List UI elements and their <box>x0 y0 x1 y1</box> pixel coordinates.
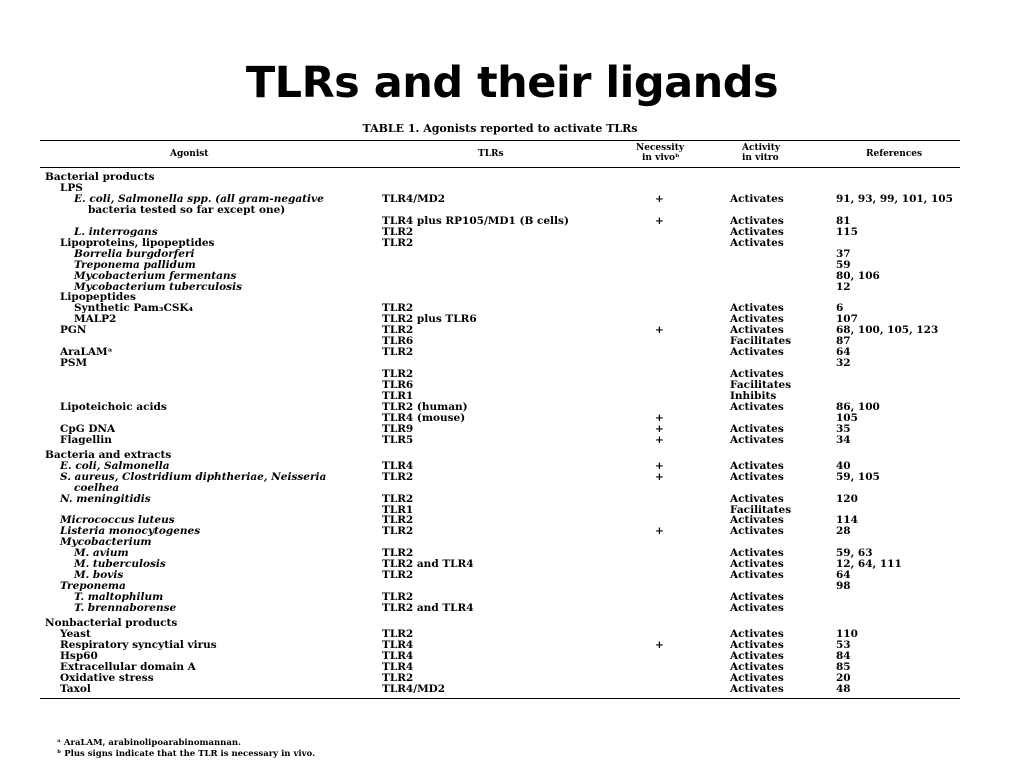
cell-activity: Activates <box>730 459 784 472</box>
cell-tlr: TLR2 <box>382 671 414 684</box>
cell-agonist: S. aureus, Clostridium diphtheriae, Neisseria <box>60 470 327 483</box>
cell-activity: Activates <box>730 214 784 227</box>
cell-tlr: TLR2 <box>382 547 414 560</box>
cell-references: 12, 64, 111 <box>836 558 902 571</box>
cell-tlr: TLR2 <box>382 492 414 505</box>
cell-tlr: TLR2 <box>382 324 414 337</box>
cell-agonist: Respiratory syncytial virus <box>60 638 217 651</box>
cell-tlr: TLR4 <box>382 459 414 472</box>
cell-activity: Activates <box>730 682 784 695</box>
cell-tlr: TLR4 (mouse) <box>382 411 466 424</box>
cell-agonist: PSM <box>60 357 88 370</box>
cell-necessity: + <box>655 192 664 205</box>
cell-references: 37 <box>836 247 851 260</box>
cell-necessity: + <box>655 324 664 337</box>
cell-agonist: E. coli, Salmonella <box>60 459 170 472</box>
cell-tlr: TLR2 <box>382 368 414 381</box>
cell-agonist: Listeria monocytogenes <box>60 525 201 538</box>
cell-tlr: TLR5 <box>382 433 414 446</box>
cell-tlr: TLR2 <box>382 302 414 315</box>
cell-necessity: + <box>655 214 664 227</box>
header-necessity-2: in vivoᵇ <box>642 153 680 163</box>
cell-tlr: TLR1 <box>382 503 414 516</box>
cell-tlr: TLR2 <box>382 225 414 238</box>
cell-tlr: TLR6 <box>382 335 414 348</box>
cell-activity: Activates <box>730 627 784 640</box>
cell-activity: Activates <box>730 569 784 582</box>
table-header-rule <box>40 167 960 168</box>
cell-agonist: bacteria tested so far except one) <box>88 203 286 216</box>
header-agonist: Agonist <box>170 149 209 159</box>
cell-agonist: Yeast <box>60 627 91 640</box>
cell-tlr: TLR4 plus RP105/MD1 (B cells) <box>382 214 569 227</box>
cell-agonist: LPS <box>60 181 83 194</box>
cell-references: 6 <box>836 302 844 315</box>
cell-references: 12 <box>836 280 851 293</box>
table-row <box>0 684 1000 695</box>
cell-activity: Activates <box>730 400 784 413</box>
cell-tlr: TLR4 <box>382 660 414 673</box>
cell-activity: Activates <box>730 313 784 326</box>
cell-activity: Facilitates <box>730 335 792 348</box>
cell-necessity: + <box>655 525 664 538</box>
cell-agonist: Mycobacterium <box>60 536 152 549</box>
cell-agonist: Flagellin <box>60 433 112 446</box>
table-caption: TABLE 1. Agonists reported to activate TLRs <box>362 122 638 135</box>
cell-references: 91, 93, 99, 101, 105 <box>836 192 953 205</box>
table-row <box>0 358 1000 369</box>
table-row <box>0 483 1000 494</box>
cell-tlr: TLR4/MD2 <box>382 682 446 695</box>
table-row <box>0 282 1000 293</box>
cell-agonist: CpG DNA <box>60 422 116 435</box>
table-row <box>0 369 1000 380</box>
cell-activity: Activates <box>730 368 784 381</box>
cell-activity: Activates <box>730 591 784 604</box>
cell-agonist: PGN <box>60 324 87 337</box>
table-row <box>0 249 1000 260</box>
table-row <box>0 172 1000 183</box>
cell-agonist: Hsp60 <box>60 649 98 662</box>
cell-activity: Activates <box>730 470 784 483</box>
cell-agonist: Borrelia burgdorferi <box>74 247 195 260</box>
cell-agonist: Lipoproteins, lipopeptides <box>60 236 215 249</box>
cell-agonist: E. coli, Salmonella spp. (all gram-negative <box>74 192 324 205</box>
cell-agonist: M. bovis <box>74 569 124 582</box>
cell-activity: Activates <box>730 236 784 249</box>
cell-agonist: L. interrogans <box>74 225 158 238</box>
cell-references: 81 <box>836 214 851 227</box>
cell-references: 40 <box>836 459 851 472</box>
table-bottom-rule <box>40 698 960 699</box>
table-top-rule <box>40 140 960 141</box>
cell-references: 115 <box>836 225 858 238</box>
cell-activity: Activates <box>730 192 784 205</box>
cell-activity: Facilitates <box>730 379 792 392</box>
footnote-b: ᵇ Plus signs indicate that the TLR is necessary in vivo. <box>57 749 316 759</box>
cell-agonist: Lipopeptides <box>60 291 136 304</box>
cell-tlr: TLR2 <box>382 514 414 527</box>
cell-agonist: Extracellular domain A <box>60 660 196 673</box>
cell-activity: Activates <box>730 422 784 435</box>
cell-agonist: coelhea <box>74 481 120 494</box>
header-tlrs: TLRs <box>478 149 504 159</box>
cell-activity: Activates <box>730 346 784 359</box>
cell-references: 85 <box>836 660 851 673</box>
cell-references: 53 <box>836 638 851 651</box>
table-row <box>0 494 1000 505</box>
cell-references: 110 <box>836 627 858 640</box>
cell-references: 98 <box>836 580 851 593</box>
cell-tlr: TLR2 <box>382 627 414 640</box>
cell-activity: Activates <box>730 671 784 684</box>
table-row <box>0 380 1000 391</box>
cell-references: 59, 63 <box>836 547 873 560</box>
cell-agonist: Nonbacterial products <box>45 617 178 629</box>
cell-tlr: TLR2 <box>382 470 414 483</box>
cell-references: 34 <box>836 433 851 446</box>
cell-agonist: M. avium <box>74 547 129 560</box>
cell-references: 80, 106 <box>836 269 880 282</box>
cell-tlr: TLR2 and TLR4 <box>382 602 474 615</box>
cell-agonist: Taxol <box>60 682 91 695</box>
cell-activity: Activates <box>730 558 784 571</box>
cell-agonist: T. brennaborense <box>74 602 177 615</box>
cell-references: 84 <box>836 649 851 662</box>
cell-agonist: Treponema <box>60 580 126 593</box>
cell-tlr: TLR2 <box>382 346 414 359</box>
cell-references: 28 <box>836 525 851 538</box>
cell-necessity: + <box>655 459 664 472</box>
header-activity-2: in vitro <box>742 153 779 163</box>
footnote-a: ᵃ AraLAM, arabinolipoarabinomannan. <box>57 738 242 748</box>
cell-tlr: TLR1 <box>382 390 414 402</box>
header-references: References <box>866 149 923 159</box>
cell-activity: Activates <box>730 225 784 238</box>
cell-references: 35 <box>836 422 851 435</box>
cell-activity: Activates <box>730 525 784 538</box>
cell-references: 68, 100, 105, 123 <box>836 324 939 337</box>
cell-tlr: TLR4/MD2 <box>382 192 446 205</box>
table-row <box>0 271 1000 282</box>
cell-agonist: AraLAMᵃ <box>60 346 113 359</box>
cell-references: 59, 105 <box>836 470 880 483</box>
cell-tlr: TLR2 plus TLR6 <box>382 313 477 326</box>
slide-title: TLRs and their ligands <box>245 58 779 108</box>
cell-activity: Activates <box>730 649 784 662</box>
cell-references: 64 <box>836 569 851 582</box>
cell-references: 32 <box>836 357 851 370</box>
cell-references: 20 <box>836 671 851 684</box>
cell-tlr: TLR4 <box>382 649 414 662</box>
cell-tlr: TLR9 <box>382 422 414 435</box>
cell-activity: Facilitates <box>730 503 792 516</box>
cell-references: 87 <box>836 335 851 348</box>
cell-tlr: TLR2 (human) <box>382 400 468 413</box>
cell-activity: Activates <box>730 433 784 446</box>
cell-activity: Activates <box>730 602 784 615</box>
cell-agonist: Bacterial products <box>45 171 155 183</box>
cell-agonist: MALP2 <box>74 313 117 326</box>
cell-activity: Activates <box>730 638 784 651</box>
cell-activity: Activates <box>730 514 784 527</box>
cell-necessity: + <box>655 411 664 424</box>
cell-agonist: Treponema pallidum <box>74 258 196 271</box>
cell-activity: Inhibits <box>730 390 777 402</box>
cell-tlr: TLR2 <box>382 525 414 538</box>
cell-agonist: Mycobacterium fermentans <box>74 269 237 282</box>
cell-activity: Activates <box>730 660 784 673</box>
cell-agonist: Micrococcus luteus <box>60 514 175 527</box>
cell-agonist: Lipoteichoic acids <box>60 400 167 413</box>
cell-agonist: Synthetic Pam₃CSK₄ <box>74 302 194 315</box>
cell-references: 59 <box>836 258 851 271</box>
cell-activity: Activates <box>730 302 784 315</box>
cell-necessity: + <box>655 433 664 446</box>
cell-agonist: Bacteria and extracts <box>45 448 172 461</box>
cell-agonist: N. meningitidis <box>60 492 151 505</box>
cell-references: 120 <box>836 492 858 505</box>
cell-references: 86, 100 <box>836 400 880 413</box>
table-row <box>0 472 1000 483</box>
cell-tlr: TLR6 <box>382 379 414 392</box>
cell-necessity: + <box>655 422 664 435</box>
cell-tlr: TLR2 <box>382 569 414 582</box>
cell-references: 114 <box>836 514 858 527</box>
cell-agonist: Oxidative stress <box>60 671 154 684</box>
cell-references: 105 <box>836 411 858 424</box>
cell-activity: Activates <box>730 547 784 560</box>
cell-references: 64 <box>836 346 851 359</box>
cell-necessity: + <box>655 638 664 651</box>
cell-agonist: T. maltophilum <box>74 591 164 604</box>
header-necessity-1: Necessity <box>636 143 685 153</box>
header-activity-1: Activity <box>742 143 781 153</box>
cell-agonist: M. tuberculosis <box>74 558 166 571</box>
table-footnotes <box>57 738 315 760</box>
cell-agonist: Mycobacterium tuberculosis <box>74 280 242 293</box>
table-row <box>0 435 1000 446</box>
cell-activity: Activates <box>730 324 784 337</box>
cell-tlr: TLR2 <box>382 591 414 604</box>
cell-references: 107 <box>836 313 858 326</box>
cell-tlr: TLR2 <box>382 236 414 249</box>
cell-tlr: TLR4 <box>382 638 414 651</box>
cell-tlr: TLR2 and TLR4 <box>382 558 474 571</box>
table-row <box>0 603 1000 614</box>
cell-references: 48 <box>836 682 851 695</box>
table-row <box>0 260 1000 271</box>
cell-necessity: + <box>655 470 664 483</box>
cell-activity: Activates <box>730 492 784 505</box>
